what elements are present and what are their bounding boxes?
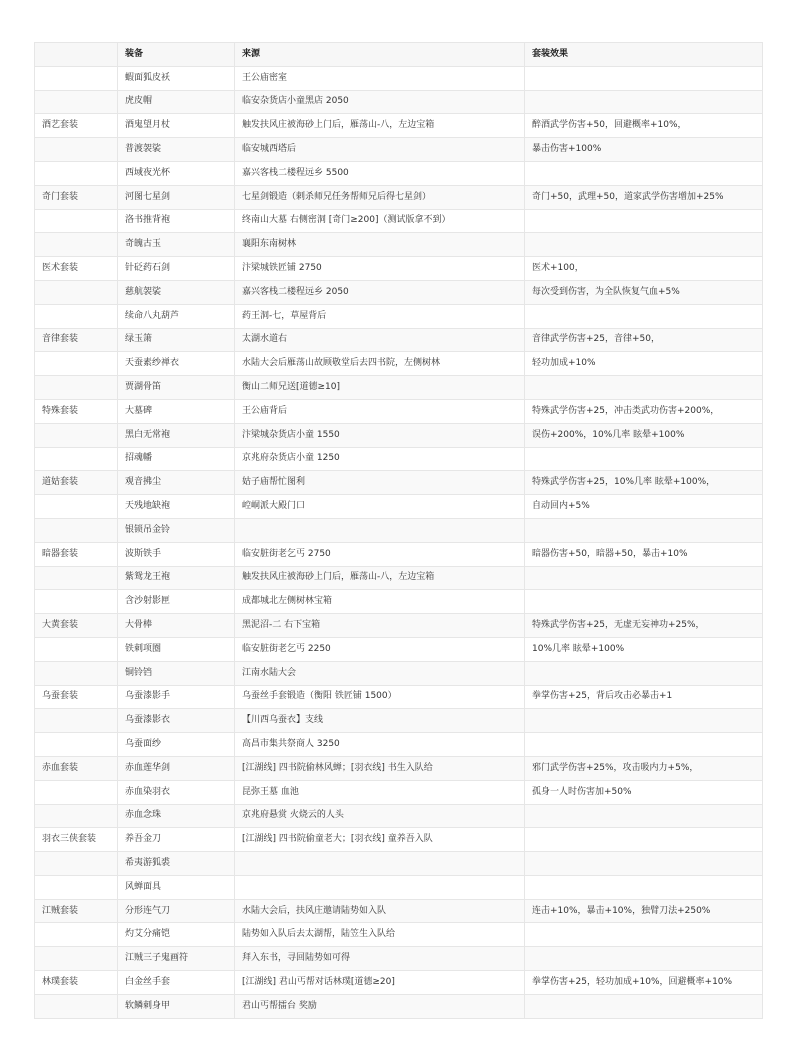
- set-effect-cell: [525, 733, 763, 757]
- source-cell: 嘉兴客栈二楼程远乡 2050: [235, 280, 525, 304]
- source-cell: 药王洞-七，草屋背后: [235, 304, 525, 328]
- set-effect-cell: 邪门武学伤害+25%，攻击吸内力+5%，: [525, 756, 763, 780]
- table-body: [35, 66, 763, 1018]
- equipment-cell: 江贼三子鬼画符: [118, 947, 235, 971]
- set-effect-cell: 奇门+50，武理+50，道家武学伤害增加+25%: [525, 185, 763, 209]
- set-effect-cell: [525, 590, 763, 614]
- equipment-cell: 续命八丸葫芦: [118, 304, 235, 328]
- set-name-cell: [35, 804, 118, 828]
- table-row: [35, 542, 763, 566]
- set-name-cell: [35, 875, 118, 899]
- source-cell: [江湖线] 四书院偷童老大；[羽衣线] 童养吾入队: [235, 828, 525, 852]
- equipment-cell: 分形连气刀: [118, 899, 235, 923]
- header-equipment: 装备: [118, 43, 235, 67]
- source-cell: 触发扶风庄被海砂上门后，雁荡山-八，左边宝箱: [235, 114, 525, 138]
- set-name-cell: [35, 780, 118, 804]
- set-effect-cell: 特殊武学伤害+25，冲击类武功伤害+200%，: [525, 399, 763, 423]
- set-name-cell: 特殊套装: [35, 399, 118, 423]
- equipment-cell: 铜铃铛: [118, 661, 235, 685]
- table-row: [35, 185, 763, 209]
- table-row: [35, 875, 763, 899]
- equipment-cell: 大骨棒: [118, 614, 235, 638]
- set-effect-cell: 医术+100，: [525, 257, 763, 281]
- set-effect-cell: [525, 875, 763, 899]
- set-effect-cell: [525, 994, 763, 1018]
- source-cell: 汴梁城铁匠铺 2750: [235, 257, 525, 281]
- set-effect-cell: [525, 566, 763, 590]
- source-cell: [江湖线] 君山丐帮对话林璞[道德≥20]: [235, 971, 525, 995]
- equipment-cell: 洛书推背袍: [118, 209, 235, 233]
- set-name-cell: 音律套装: [35, 328, 118, 352]
- source-cell: 汴梁城杂货店小童 1550: [235, 423, 525, 447]
- set-name-cell: [35, 352, 118, 376]
- set-name-cell: [35, 566, 118, 590]
- set-name-cell: [35, 66, 118, 90]
- set-effect-cell: [525, 66, 763, 90]
- source-cell: 临安脏街老乞丐 2250: [235, 637, 525, 661]
- set-name-cell: [35, 304, 118, 328]
- source-cell: 陆势如入队后去太湖帮，陆笠生入队给: [235, 923, 525, 947]
- equipment-cell: 铁刺项圈: [118, 637, 235, 661]
- table-row: [35, 518, 763, 542]
- source-cell: 嘉兴客栈二楼程远乡 5500: [235, 161, 525, 185]
- set-effect-cell: 孤身一人时伤害加+50%: [525, 780, 763, 804]
- equipment-cell: 招魂幡: [118, 447, 235, 471]
- set-name-cell: [35, 161, 118, 185]
- set-effect-cell: [525, 852, 763, 876]
- equipment-cell: 希夷游狐裘: [118, 852, 235, 876]
- table-row: [35, 685, 763, 709]
- set-name-cell: 羽衣三侠套装: [35, 828, 118, 852]
- source-cell: 成都城北左侧树林宝箱: [235, 590, 525, 614]
- source-cell: 君山丐帮擂台 奖励: [235, 994, 525, 1018]
- equipment-cell: 天蚕素纱禅衣: [118, 352, 235, 376]
- set-effect-cell: 暴击伤害+100%: [525, 138, 763, 162]
- table-row: [35, 304, 763, 328]
- set-effect-cell: [525, 304, 763, 328]
- equipment-set-table: [34, 42, 763, 1019]
- source-cell: 衡山二师兄送[道德≥10]: [235, 376, 525, 400]
- set-effect-cell: 醉酒武学伤害+50，回避概率+10%，: [525, 114, 763, 138]
- table-row: [35, 971, 763, 995]
- table-row: [35, 923, 763, 947]
- set-effect-cell: 音律武学伤害+25，音律+50，: [525, 328, 763, 352]
- table-row: [35, 709, 763, 733]
- table-row: [35, 614, 763, 638]
- table-row: [35, 399, 763, 423]
- set-effect-cell: 10%几率 眩晕+100%: [525, 637, 763, 661]
- set-effect-cell: 误伤+200%，10%几率 眩晕+100%: [525, 423, 763, 447]
- source-cell: 王公庙背后: [235, 399, 525, 423]
- set-effect-cell: 轻功加成+10%: [525, 352, 763, 376]
- set-name-cell: 暗器套装: [35, 542, 118, 566]
- set-effect-cell: [525, 828, 763, 852]
- equipment-cell: 黑白无常袍: [118, 423, 235, 447]
- table-row: [35, 376, 763, 400]
- set-name-cell: 林璞套装: [35, 971, 118, 995]
- source-cell: 太湖水道右: [235, 328, 525, 352]
- table-row: [35, 257, 763, 281]
- set-name-cell: [35, 733, 118, 757]
- table-row: [35, 661, 763, 685]
- set-name-cell: 医术套装: [35, 257, 118, 281]
- equipment-cell: 白金丝手套: [118, 971, 235, 995]
- source-cell: 京兆府悬赏 火烧云的人头: [235, 804, 525, 828]
- set-effect-cell: 自动回内+5%: [525, 495, 763, 519]
- table-row: [35, 804, 763, 828]
- table-row: [35, 114, 763, 138]
- table-row: [35, 899, 763, 923]
- set-name-cell: 酒艺套装: [35, 114, 118, 138]
- set-effect-cell: [525, 376, 763, 400]
- set-name-cell: 江贼套装: [35, 899, 118, 923]
- table-row: [35, 161, 763, 185]
- table-row: [35, 637, 763, 661]
- set-name-cell: [35, 90, 118, 114]
- equipment-cell: 蝦面狐皮袄: [118, 66, 235, 90]
- table-row: [35, 66, 763, 90]
- source-cell: 江南水陆大会: [235, 661, 525, 685]
- equipment-cell: 大墓碑: [118, 399, 235, 423]
- equipment-cell: 赤血染羽衣: [118, 780, 235, 804]
- equipment-cell: 观音拂尘: [118, 471, 235, 495]
- set-name-cell: [35, 376, 118, 400]
- set-name-cell: 奇门套装: [35, 185, 118, 209]
- set-effect-cell: [525, 923, 763, 947]
- equipment-cell: 虎皮帽: [118, 90, 235, 114]
- set-effect-cell: [525, 518, 763, 542]
- source-cell: 高昌市集共祭商人 3250: [235, 733, 525, 757]
- set-effect-cell: [525, 804, 763, 828]
- source-cell: 黑泥沼-二 右下宝箱: [235, 614, 525, 638]
- set-name-cell: [35, 423, 118, 447]
- set-name-cell: 赤血套装: [35, 756, 118, 780]
- table-row: [35, 852, 763, 876]
- table-row: [35, 590, 763, 614]
- source-cell: 姑子庙帮忙图利: [235, 471, 525, 495]
- source-cell: 临安杂货店小童黑店 2050: [235, 90, 525, 114]
- set-effect-cell: 每次受到伤害，为全队恢复气血+5%: [525, 280, 763, 304]
- set-name-cell: 大黄套装: [35, 614, 118, 638]
- source-cell: [江湖线] 四书院偷林风蝉；[羽衣线] 书生入队给: [235, 756, 525, 780]
- set-name-cell: [35, 852, 118, 876]
- source-cell: 水陆大会后雁荡山故顾敬堂后去四书院，左侧树林: [235, 352, 525, 376]
- source-cell: [235, 852, 525, 876]
- table-row: [35, 566, 763, 590]
- set-name-cell: [35, 994, 118, 1018]
- set-effect-cell: 连击+10%，暴击+10%，独臂刀法+250%: [525, 899, 763, 923]
- set-effect-cell: [525, 709, 763, 733]
- equipment-cell: 乌蚕漆影手: [118, 685, 235, 709]
- source-cell: 王公庙密室: [235, 66, 525, 90]
- source-cell: 【川西乌蚕衣】支线: [235, 709, 525, 733]
- source-cell: 终南山大墓 右侧密洞 [奇门≥200]（测试版拿不到）: [235, 209, 525, 233]
- set-name-cell: [35, 447, 118, 471]
- source-cell: 临安城西塔后: [235, 138, 525, 162]
- source-cell: 触发扶风庄被海砂上门后，雁荡山-八，左边宝箱: [235, 566, 525, 590]
- table-row: [35, 352, 763, 376]
- set-effect-cell: [525, 947, 763, 971]
- set-effect-cell: [525, 209, 763, 233]
- table-header-row: [35, 43, 763, 67]
- equipment-cell: 酒鬼望月杖: [118, 114, 235, 138]
- equipment-cell: 银锁吊金铃: [118, 518, 235, 542]
- source-cell: 京兆府杂货店小童 1250: [235, 447, 525, 471]
- set-name-cell: [35, 138, 118, 162]
- set-name-cell: [35, 661, 118, 685]
- equipment-cell: 西域夜光杯: [118, 161, 235, 185]
- set-effect-cell: [525, 447, 763, 471]
- set-name-cell: [35, 233, 118, 257]
- table-row: [35, 828, 763, 852]
- equipment-cell: 含沙射影匣: [118, 590, 235, 614]
- source-cell: [235, 518, 525, 542]
- equipment-cell: 养吾金刀: [118, 828, 235, 852]
- set-effect-cell: 特殊武学伤害+25，无虚无妄神功+25%，: [525, 614, 763, 638]
- set-name-cell: [35, 280, 118, 304]
- source-cell: 昆弥王墓 血池: [235, 780, 525, 804]
- table-row: [35, 423, 763, 447]
- table-row: [35, 138, 763, 162]
- set-name-cell: [35, 709, 118, 733]
- equipment-cell: 绿玉箫: [118, 328, 235, 352]
- equipment-cell: 风蝉面具: [118, 875, 235, 899]
- table-row: [35, 328, 763, 352]
- table-row: [35, 471, 763, 495]
- table-row: [35, 280, 763, 304]
- table-row: [35, 756, 763, 780]
- equipment-cell: 灼艾分痛铠: [118, 923, 235, 947]
- set-effect-cell: [525, 233, 763, 257]
- equipment-cell: 乌蚕漆影衣: [118, 709, 235, 733]
- table-row: [35, 994, 763, 1018]
- equipment-cell: 软鳞刺身甲: [118, 994, 235, 1018]
- table-row: [35, 947, 763, 971]
- table-row: [35, 90, 763, 114]
- set-effect-cell: 拳掌伤害+25，轻功加成+10%，回避概率+10%: [525, 971, 763, 995]
- table-row: [35, 209, 763, 233]
- equipment-cell: 乌蚕面纱: [118, 733, 235, 757]
- set-name-cell: [35, 947, 118, 971]
- set-name-cell: [35, 495, 118, 519]
- set-name-cell: [35, 209, 118, 233]
- equipment-cell: 赤血念珠: [118, 804, 235, 828]
- source-cell: 临安脏街老乞丐 2750: [235, 542, 525, 566]
- equipment-cell: 针砭药石剑: [118, 257, 235, 281]
- equipment-cell: 普渡袈裟: [118, 138, 235, 162]
- equipment-cell: 贾湖骨笛: [118, 376, 235, 400]
- table-row: [35, 780, 763, 804]
- equipment-cell: 赤血莲华剑: [118, 756, 235, 780]
- set-name-cell: [35, 518, 118, 542]
- table-row: [35, 733, 763, 757]
- set-name-cell: 道姑套装: [35, 471, 118, 495]
- set-effect-cell: 拳掌伤害+25，背后攻击必暴击+1: [525, 685, 763, 709]
- set-name-cell: [35, 923, 118, 947]
- equipment-cell: 天残地缺袍: [118, 495, 235, 519]
- equipment-cell: 慈航袈裟: [118, 280, 235, 304]
- set-name-cell: [35, 637, 118, 661]
- source-cell: 拜入东书，寻回陆势如可得: [235, 947, 525, 971]
- set-effect-cell: [525, 161, 763, 185]
- equipment-cell: 波斯铁手: [118, 542, 235, 566]
- table-row: [35, 233, 763, 257]
- table-row: [35, 447, 763, 471]
- equipment-cell: 河图七星剑: [118, 185, 235, 209]
- set-name-cell: 乌蚕套装: [35, 685, 118, 709]
- header-set-name: [35, 43, 118, 67]
- header-set-effect: 套装效果: [525, 43, 763, 67]
- equipment-table-container: [34, 42, 762, 1019]
- source-cell: 乌蚕丝手套锻造（衡阳 铁匠铺 1500）: [235, 685, 525, 709]
- set-effect-cell: 特殊武学伤害+25，10%几率 眩晕+100%，: [525, 471, 763, 495]
- set-effect-cell: 暗器伤害+50，暗器+50，暴击+10%: [525, 542, 763, 566]
- source-cell: [235, 875, 525, 899]
- header-source: 来源: [235, 43, 525, 67]
- set-effect-cell: [525, 661, 763, 685]
- equipment-cell: 奇魄古玉: [118, 233, 235, 257]
- source-cell: 七星剑锻造（剌杀师兄任务帮师兄后得七星剑）: [235, 185, 525, 209]
- source-cell: 水陆大会后，扶风庄邀请陆势如入队: [235, 899, 525, 923]
- set-name-cell: [35, 590, 118, 614]
- source-cell: 襄阳东南树林: [235, 233, 525, 257]
- set-effect-cell: [525, 90, 763, 114]
- source-cell: 崆峒派大殿门口: [235, 495, 525, 519]
- equipment-cell: 紫鸳龙王袍: [118, 566, 235, 590]
- table-row: [35, 495, 763, 519]
